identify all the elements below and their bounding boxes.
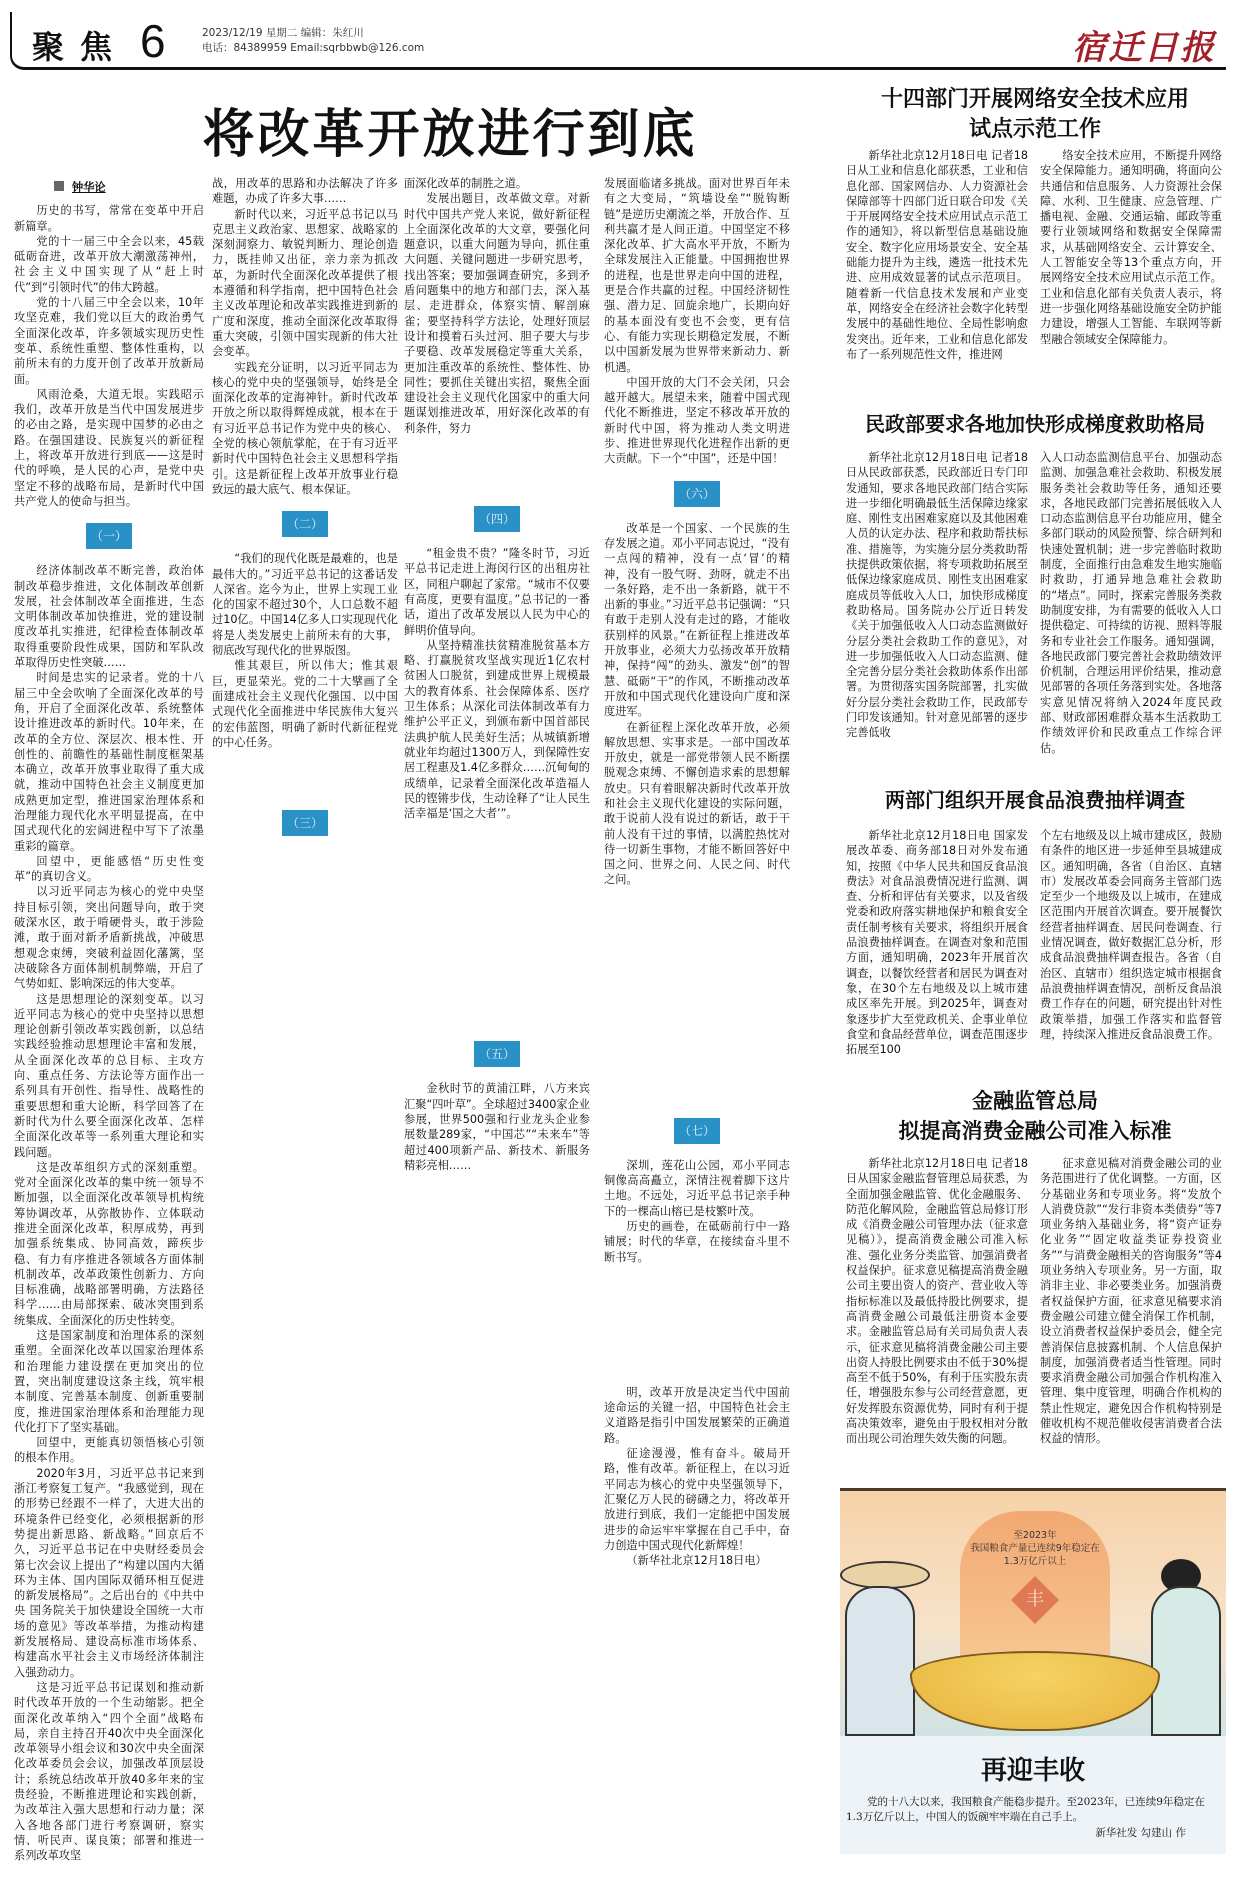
main-article-column-2 <box>212 176 398 850</box>
paragraph: 以习近平同志为核心的党中央坚持目标引领，突出问题导向，敢于突破深水区，敢于啃硬骨头，敢于涉险滩，敢于面对新矛盾新挑战，冲破思想观念束缚，突破利益固化藩篱，坚决破除各方面体制机制弊端，开启了气势如虹、影响深远的伟大变革。 <box>14 885 204 991</box>
side-article-3-left: 新华社北京12月18日电 国家发展改革委、商务部18日对外发布通知，按照《中华人民共和国反食品浪费法》对食品浪费情况进行监测、调查、分析和评估有关要求，以及省级党委和政府落实耕地保护和粮食安全责任制考核有关要求，将组织开展食品浪费抽样调查。在调查对象和范围方面，通知明确，2023年开展首次调查，以餐饮经营者和居民为调查对象，在30个左右地级及以上城市建成区率先开展。到2025年，调查对象逐步扩大至党政机关、企事业单位食堂和食品经营单位，调查范围逐步拓展至100 <box>846 829 1028 1057</box>
rice-bowl-icon <box>910 1651 1160 1731</box>
cartoon-caption <box>840 1736 1226 1854</box>
page-number: 6 <box>140 15 166 67</box>
paragraph: 新时代以来，习近平总书记以马克思主义政治家、思想家、战略家的深刻洞察力、敏锐判断力、理论创造力，既挂帅又出征，亲力亲为抓改革，为新时代全面深化改革提供了根本遵循和科学指南，把中国特色社会主义改革理论和改革实践推进到新的广度和深度，推动全面深化改革取得重大突破，引领中国实现新的伟大社会变革。 <box>212 207 398 359</box>
paragraph: 历史的书写，常常在变革中开启新篇章。 <box>14 204 204 233</box>
paragraph: 征途漫漫，惟有奋斗。破局开路，惟有改革。新征程上，在以习近平同志为核心的党中央坚强领导下，汇聚亿万人民的磅礴之力，将改革开放进行到底，我们一定能把中国发展进步的命运牢牢掌握在自己手中，奋力创造中国式现代化新辉煌！ <box>604 1447 790 1552</box>
paragraph: “我们的现代化既是最难的，也是最伟大的。”习近平总书记的这番话发人深省。迄今为止，世界上实现工业化的国家不超过30个，人口总数不超过10亿。中国14亿多人口实现现代化将是人类发展史上前所未有的大事，彻底改写现代化的世界版图。 <box>212 552 398 658</box>
side-article-4-title: 金融监管总局 拟提高消费金融公司准入标准 <box>898 1088 1172 1143</box>
contact-line: 电话：84389959 Email:sqrbbwb@126.com <box>202 42 425 54</box>
paragraph: 从坚持精准扶贫精准脱贫基本方略、打赢脱贫攻坚战实现近1亿农村贫困人口脱贫，到建成世界上规模最大的教育体系、社会保障体系、医疗卫生体系；从深化司法体制改革有力维护公平正义，到颁布新中国首部民法典护航人民美好生活；从城镇新增就业年均超过1300万人，到保障性安居工程惠及1.4亿多群众……沉甸甸的成绩单，记录着全面深化改革造福人民的铿锵步伐，生动诠释了“让人民生活幸福是‘国之大者’”。 <box>404 638 590 821</box>
paragraph: 党的十一届三中全会以来，45载砥砺奋进，改革开放大潮激荡神州，社会主义中国实现了从“赶上时代”到“引领时代”的伟大跨越。 <box>14 234 204 294</box>
paragraph: 明，改革开放是决定当代中国前途命运的关键一招，中国特色社会主义道路是指引中国发展繁荣的正确道路。 <box>604 1385 790 1445</box>
main-article-title: 将改革开放进行到底 <box>202 105 698 165</box>
cartoon-title: 再迎丰收 <box>980 1756 1085 1786</box>
harvest-emblem-icon: 丰 <box>1011 1576 1059 1624</box>
side-article-2-title: 民政部要求各地加快形成梯度救助格局 <box>865 412 1205 436</box>
paragraph: 时间是忠实的记录者。党的十八届三中全会吹响了全面深化改革的号角，开启了全面深化改革、系统整体设计推进改革的新时代。10年来，在改革的全方位、深层次、根本性、开创性的、前瞻性的基础性制度框架基本确立，改革开放事业取得了重大成就，推动中国特色社会主义制度更加成熟更加定型，推进国家治理体系和治理能力现代化水平明显提高，在中国式现代化的宏阔进程中写下了浓墨重彩的篇章。 <box>14 671 204 853</box>
paragraph: 面深化改革的制胜之道。 <box>404 177 528 190</box>
cartoon-caption-text: 党的十八大以来，我国粮食产能稳步提升。至2023年，已连续9年稳定在1.3万亿斤以上，中国人的饭碗牢牢端在自己手上。 <box>846 1796 1205 1823</box>
paragraph: 发展面临诸多挑战。面对世界百年未有之大变局，“筑墙设垒”“脱钩断链”是逆历史潮流之举，开放合作、互利共赢才是人间正道。中国坚定不移深化改革、扩大高水平开放，不断为全球发展注入正能量。中国拥抱世界的进程，也是世界走向中国的进程，更是合作共赢的过程。中国经济韧性强、潜力足、回旋余地广，长期向好的基本面没有变也不会变，更有信心、有能力实现长期稳定发展，不断以中国新发展为世界带来新动力、新机遇。 <box>604 177 790 374</box>
paragraph: 发展出题目，改革做文章。对新时代中国共产党人来说，做好新征程上全面深化改革的大文章，要强化问题意识，以重大问题为导向，抓住重大问题、关键问题进一步研究思考，找出答案；要加强调查研究，多到矛盾问题集中的地方和部门去，深入基层、走进群众，体察实情、解剖麻雀；要坚持科学方法论，处理好顶层设计和摸着石头过河、胆子要大与步子要稳、改革发展稳定等重大关系，更加注重改革的系统性、整体性、协同性；要抓住关键出实招，聚焦全面建设社会主义现代化国家中的重大问题谋划推进改革，用好深化改革的有利条件，努力 <box>404 192 590 435</box>
paragraph: 在新征程上深化改革开放，必须解放思想、实事求是。一部中国改革开放史，就是一部党带领人民不断摆脱观念束缚、不懈创造求索的思想解放史。只有着眼解决新时代改革开放和社会主义现代化建设的实际问题，敢于说前人没有说过的新话，敢于干前人没有干过的事情，以满腔热忱对待一切新生事物，才能不断回答好中国之问、世界之问、人民之问、时代之问。 <box>604 720 790 887</box>
paragraph: 这是习近平总书记谋划和推动新时代改革开放的一个生动缩影。把全面深化改革纳入“四个全面”战略布局，亲自主持召开40次中央全面深化改革领导小组会议和30次中央全面深化改革委员会会议，加强改革顶层设计；系统总结改革开放40多年来的宝贵经验，不断推进理论和实践创新，为改革注入强大思想和行动力量；深入各地各部门进行考察调研，察实情、听民声、谋良策；部署和推进一系列改革攻坚 <box>14 1680 204 1863</box>
paragraph: 回望中，更能真切领悟核心引领的根本作用。 <box>14 1436 204 1465</box>
straw-hat-icon <box>840 1561 930 1589</box>
section-marker-2: （二） <box>282 511 328 537</box>
section-marker-6: （六） <box>674 481 720 507</box>
main-article-column-1 <box>14 176 204 1863</box>
dateline: （新华社北京12月18日电） <box>626 1554 767 1568</box>
byline-square-icon <box>54 181 64 191</box>
paragraph: 风雨沧桑，大道无垠。实践昭示我们，改革开放是当代中国发展进步的必由之路，是实现中国梦的必由之路。在强国建设、民族复兴的新征程上，将改革开放进行到底——这是时代的呼唤，是人民的心声，是党中央坚定不移的战略布局，是新时代中国共产党人的使命与担当。 <box>14 387 204 508</box>
side-article-3-right: 个左右地级及以上城市建成区，鼓励有条件的地区进一步延伸至县城建成区。通知明确，各省（自治区、直辖市）发展改革委会同商务主管部门选定至少一个地级及以上城市，在建成区范围内开展首次调查。要开展餐饮经营者抽样调查、居民问卷调查、行业情况调查，做好数据汇总分析，形成食品浪费抽样调查报告。各省（自治区、直辖市）组织选定城市根据食品浪费抽样调查情况，剖析反食品浪费工作存在的问题，研究提出针对性政策举措，加强工作落实和监督管理，持续深入推进反食品浪费工作。 <box>1040 829 1222 1041</box>
side-article-4-right: 征求意见稿对消费金融公司的业务范围进行了优化调整。一方面，区分基础业务和专项业务。将“发放个人消费贷款”“发行非资本类债券”等7项业务纳入基础业务，将“资产证券化业务”“固定收益类证券投资业务”“与消费金融相关的咨询服务”等4项业务纳入专项业务。另一方面，取消非主业、非必要类业务。加强消费者权益保护方面，征求意见稿要求消费金融公司建立健全消保工作机制，设立消费者权益保护委员会，健全完善消保信息披露机制、个人信息保护制度，加强消费者适当性管理。同时要求消费金融公司加强合作机构准入管理、集中度管理，明确合作机构的禁止性规定，避免因合作机构特别是催收机构不规范催收侵害消费者合法权益的情形。 <box>1040 1157 1222 1446</box>
paragraph: 这是思想理论的深刻变革。以习近平同志为核心的党中央坚持以思想理论创新引领改革实践创新，以总结实践经验推动思想理论丰富和发展，从全面深化改革的总目标、主攻方向、重点任务、方法论等方面作出一系列具有开创性、指导性、战略性的重要思想和重大论断，科学回答了在新时代为什么要全面深化改革、怎样全面深化改革等一系列重大理论和实践问题。 <box>14 992 204 1159</box>
side-article-3-title: 两部门组织开展食品浪费抽样调查 <box>885 788 1185 812</box>
paragraph: “租金贵不贵？”隆冬时节，习近平总书记走进上海闵行区的出租房社区，同租户聊起了家常。“城市不仅要有高度，更要有温度。”总书记的一番话，道出了改革发展以人民为中心的鲜明价值导向。 <box>404 547 590 637</box>
cartoon-illustration <box>840 1488 1226 1736</box>
paragraph: 深圳，莲花山公园，邓小平同志铜像高高矗立，深情注视着脚下这片土地。不远处，习近平总书记亲手种下的一棵高山榕已是枝繁叶茂。 <box>604 1158 790 1218</box>
paragraph: 惟其艰巨，所以伟大；惟其艰巨，更显荣光。党的二十大擘画了全面建成社会主义现代化强国、以中国式现代化全面推进中华民族伟大复兴的宏伟蓝图，明确了新时代新征程党的中心任务。 <box>212 659 398 749</box>
cartoon-text: 至2023年 我国粮食产量已连续9年稳定在 1.3万亿斤以上 <box>970 1530 1100 1567</box>
paragraph: 经济体制改革不断完善，政治体制改革稳步推进，文化体制改革创新发展，社会体制改革全面推进，生态文明体制改革加快推进，党的建设制度改革扎实推进，纪律检查体制改革取得重要阶段性成果，国防和军队改革取得历史性突破…… <box>14 564 204 670</box>
section-marker-4: （四） <box>474 506 520 532</box>
masthead <box>10 12 1226 70</box>
main-article-column-4 <box>604 176 790 1568</box>
newspaper-logo: 宿迁日报 <box>1072 28 1216 68</box>
paragraph: 党的十八届三中全会以来，10年攻坚克难，我们党以巨大的政治勇气全面深化改革，许多领域实现历史性变革、系统性重塑、整体性重构，以前所未有的力度开创了改革开放新局面。 <box>14 296 204 386</box>
side-article-2-left: 新华社北京12月18日电 记者18日从民政部获悉，民政部近日专门印发通知，要求各地民政部门结合实际进一步细化明确最低生活保障边缘家庭、刚性支出困难家庭以及其他困难人员的认定办法、程序和救助帮扶标准、措施等，为实施分层分类救助帮扶提供政策依据，将专项救助拓展至低保边缘家庭成员、刚性支出困难家庭成员等低收入人口，加快形成梯度救助格局。国务院办公厅近日转发《关于加强低收入人口动态监测做好分层分类社会救助工作的意见》，对进一步加强低收入人口动态监测、健全完善分层分类社会救助体系作出部署。为贯彻落实国务院部署，扎实做好分层分类社会救助工作，民政部专门印发该通知。针对意见部署的逐步完善低收 <box>846 451 1028 740</box>
section-marker-7: （七） <box>674 1118 720 1144</box>
byline: 钟华论 <box>54 180 204 195</box>
paragraph: 中国开放的大门不会关闭，只会越开越大。展望未来，随着中国式现代化不断推进，坚定不移改革开放的新时代中国，将为推动人类文明进步、推进世界现代化进程作出新的更大贡献。下一个“中国”，还是中国！ <box>604 375 790 466</box>
section-marker-3: （三） <box>282 810 328 836</box>
date-editor-line: 2023/12/19 星期二 编辑：朱红川 <box>202 27 364 39</box>
farmer-figure <box>845 1586 915 1736</box>
paragraph: 这是国家制度和治理体系的深刻重塑。全面深化改革以国家治理体系和治理能力建设摆在更加突出的位置，突出制度建设这条主线，筑牢根本制度、完善基本制度、创新重要制度，推进国家治理体系和治理能力现代化打下了坚实基础。 <box>14 1329 204 1434</box>
paragraph: 战，用改革的思路和办法解决了许多难题，办成了许多大事…… <box>212 177 398 206</box>
paragraph: 改革是一个国家、一个民族的生存发展之道。邓小平同志说过，“没有一点闯的精神，没有一点‘冒’的精神，没有一股气呀、劲呀，就走不出一条好路，走不出一条新路，就干不出新的事业。”习近平总书记强调：“只有敢于走别人没有走过的路，才能收获别样的风景。”在新征程上推进改革开放事业，必须大力弘扬改革开放精神，保持“闯”的劲头、激发“创”的智慧、砥砺“干”的作风，不断推动改革开放和中国式现代化建设向广度和深度进军。 <box>604 521 790 719</box>
woman-figure <box>1151 1586 1221 1736</box>
paragraph: 这是改革组织方式的深刻重塑。党对全面深化改革的集中统一领导不断加强，以全面深化改革领导机构统筹协调改革，从弥散协作、立体联动推进全面深化改革，积厚成势，再到加强系统集成、协同高效，蹄疾步稳、有力有序推进各领域各方面体制机制改革，改革政策性创新力、方向目标准确，战略部署明确，方法路径科学……由局部探索、破冰突围到系统集成、全面深化的历史性转变。 <box>14 1160 204 1327</box>
paragraph: 实践充分证明，以习近平同志为核心的党中央的坚强领导，始终是全面深化改革的定海神针。新时代改革开放之所以取得辉煌成就，根本在于有习近平总书记作为党中央的核心、全党的核心领航掌舵，在于有习近平新时代中国特色社会主义思想科学指引。这是新征程上改革开放事业行稳致远的最大底气、根本保证。 <box>212 360 398 496</box>
cartoon-credit: 新华社发 勾建山 作 <box>1095 1827 1186 1839</box>
side-article-1-right: 络安全技术应用，不断提升网络安全保障能力。通知明确，将面向公共通信和信息服务、人力资源社会保障、水利、卫生健康、应急管理、广播电视、金融、交通运输、邮政等重要行业领域网络和数据安全保障需求，从基础网络安全、云计算安全、人工智能安全等13个重点方向，开展网络安全技术应用试点示范工作。工业和信息化部有关负责人表示，将进一步强化网络基础设施安全防护能力建设，增强人工智能、车联网等新型融合领域安全保障能力。 <box>1040 149 1222 346</box>
section-marker-1: （一） <box>86 523 132 549</box>
side-article-1-left: 新华社北京12月18日电 记者18日从工业和信息化部获悉，工业和信息化部、国家网信办、人力资源社会保障部等十四部门近日联合印发《关于开展网络安全技术应用试点示范工作的通知》，将以新型信息基础设施安全、数字化应用场景安全、安全基础能力提升为主线，遴选一批技术先进、应用成效显著的试点示范项目。随着新一代信息技术发展和产业变革，网络安全在经济社会数字化转型发展中的基础性地位、全局性影响愈发突出。近年来，工业和信息化部发布了一系列规范性文件，推进网 <box>846 149 1028 361</box>
section-name: 聚焦 <box>32 28 129 66</box>
paragraph: 历史的画卷，在砥砺前行中一路铺展；时代的华章，在接续奋斗里不断书写。 <box>604 1219 790 1264</box>
section-marker-5: （五） <box>474 1041 520 1067</box>
paragraph: 回望中，更能感悟“历史性变革”的真切含义。 <box>14 854 204 884</box>
side-article-1-title: 十四部门开展网络安全技术应用 试点示范工作 <box>880 86 1189 142</box>
side-article-4-left: 新华社北京12月18日电 记者18日从国家金融监督管理总局获悉，为全面加强金融监管、优化金融服务、防范化解风险，金融监管总局修订形成《消费金融公司管理办法（征求意见稿）》，提高消费金融公司准入标准、强化业务分类监管、加强消费者权益保护。征求意见稿提高消费金融公司主要出资人的资产、营业收入等指标标准以及最低持股比例要求，提高消费金融公司最低注册资本金要求。金融监管总局有关司局负责人表示，征求意见稿将消费金融公司主要出资人持股比例要求由不低于30%提高至不低于50%，有利于压实股东责任，增强股东参与公司经营意愿，更好发挥股东资源优势，同时有利于提高决策效率，避免由于股权相对分散而出现公司治理失效失衡的问题。 <box>846 1157 1028 1446</box>
main-article-column-3 <box>404 176 590 1173</box>
masthead-meta <box>202 26 424 56</box>
paragraph: 金秋时节的黄浦江畔，八方来宾汇聚“四叶草”。全球超过3400家企业参展，世界500强和行业龙头企业参展数量289家，“中国芯”“未来车”等超过400项新产品、新技术、新服务精彩亮相…… <box>404 1082 590 1172</box>
side-article-2-right: 入人口动态监测信息平台、加强动态监测、加强急难社会救助、积极发展服务类社会救助等任务，通知还要求，各地民政部门完善拓展低收入人口动态监测信息平台功能应用，健全多部门联动的风险预警、综合研判和快速处置机制；进一步完善临时救助制度，全面推行由急难发生地实施临时救助，打通异地急难社会救助的“堵点”。同时，探索完善服务类救助制度安排，为有需要的低收入人口提供稳定、可持续的访视、照料等服务和专业社会工作服务。通知强调，各地民政部门要完善社会救助绩效评价机制，合理运用评价结果，推动意见部署的各项任务落到实处。各地落实意见情况将纳入2024年度民政部、财政部困难群众基本生活救助工作绩效评价和民政重点工作综合评估。 <box>1040 451 1222 755</box>
paragraph: 2020年3月，习近平总书记来到浙江考察复工复产。“我感觉到，现在的形势已经跟不一样了，大进大出的环境条件已经变化，必须根据新的形势提出新思路、新战略。”回京后不久，习近平总书记在中央财经委员会第七次会议上提出了“构建以国内大循环为主体、国内国际双循环相互促进的新发展格局”。之后出台的《中共中央 国务院关于加快建设全国统一大市场的意见》等改革举措，为推动构建新发展格局、建设高标准市场体系、构建高水平社会主义市场经济体制注入强劲动力。 <box>14 1466 204 1679</box>
